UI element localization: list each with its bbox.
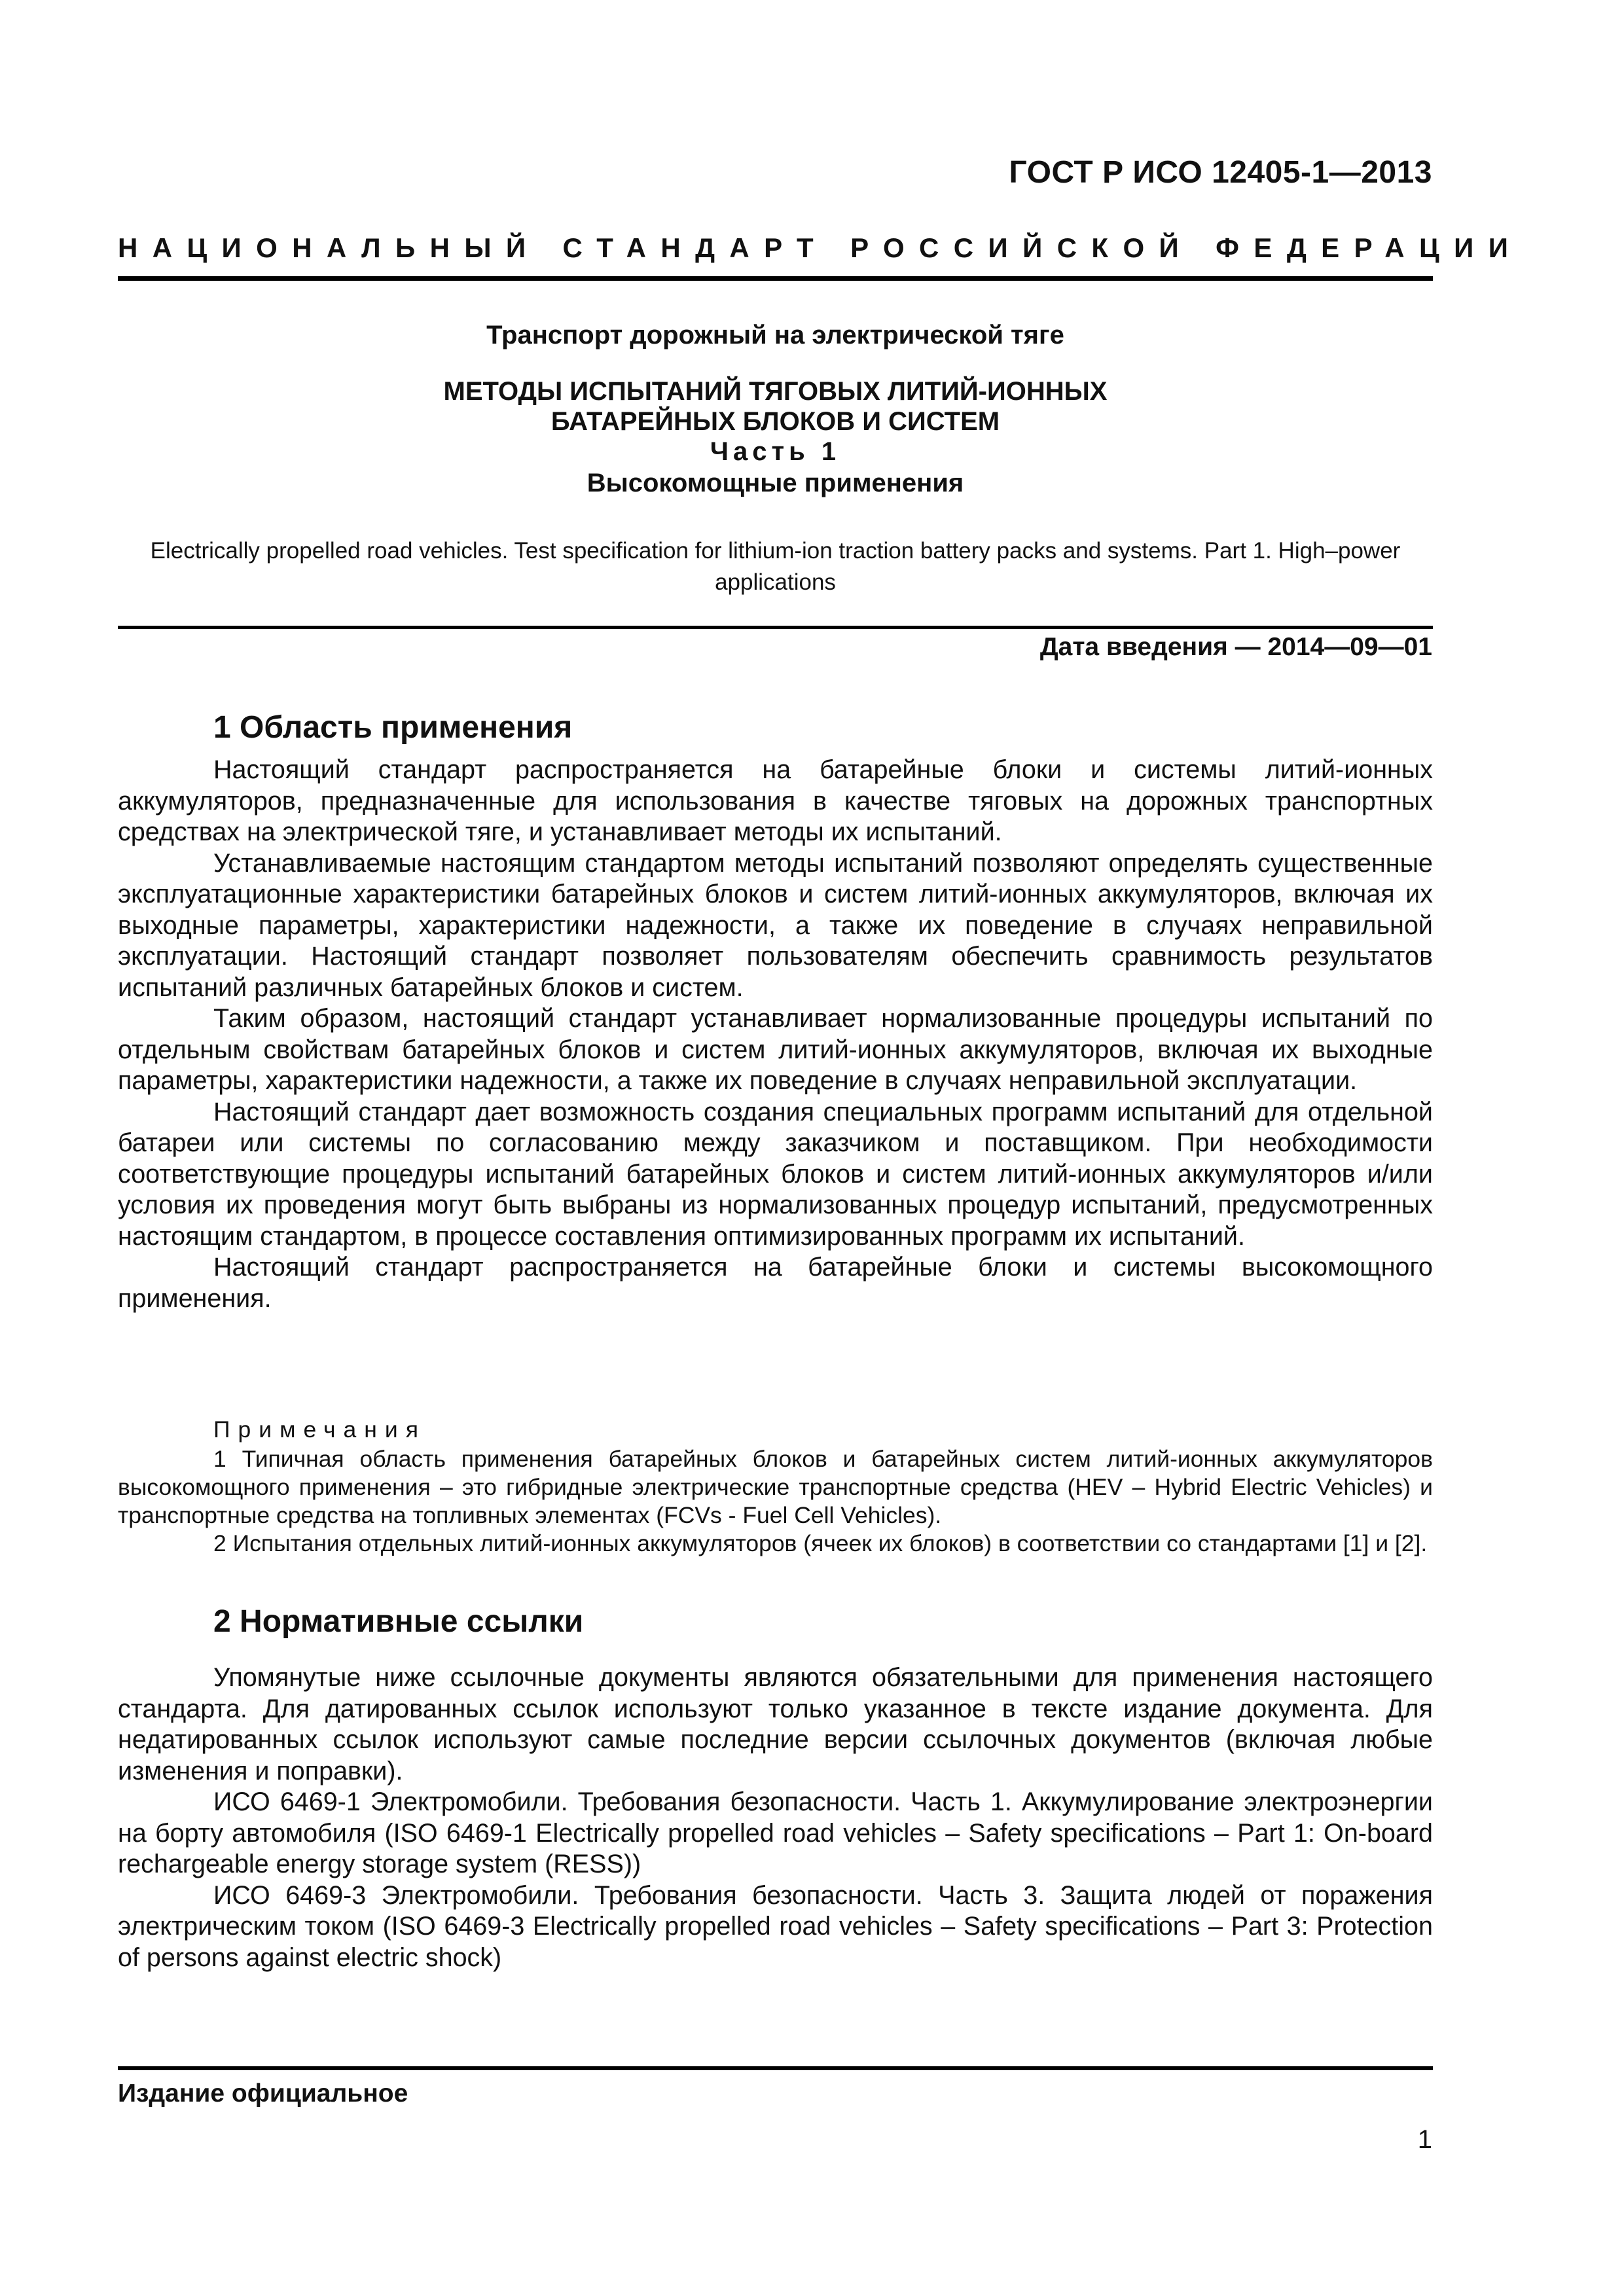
- paragraph: Таким образом, настоящий стандарт устанавливает нормализованные процедуры испытаний по отдельным свойствам батарейных блоков и систем литий-ионных аккумуляторов, включая их выходные параметры, характеристики надежности, а также их поведение в случаях неправильной эксплуатации.: [118, 1004, 1433, 1095]
- paragraph: Устанавливаемые настоящим стандартом методы испытаний позволяют определять существенные эксплуатационные характеристики батарейных блоков и систем литий-ионных аккумуляторов, включая их выходные параметры, характеристики надежности, а также их поведение в случаях неправильной эксплуатации. Настоящий стандарт позволяет пользователям обеспечить сравнимость результатов испытаний различных батарейных блоков и систем.: [118, 848, 1433, 1002]
- section-1-heading: 1 Область применения: [213, 710, 573, 745]
- title-subject: Транспорт дорожный на электрической тяге: [486, 321, 1064, 350]
- english-title: Electrically propelled road vehicles. Test specification for lithium-ion traction battery packs and systems. Part 1. High–power applications: [150, 538, 1401, 595]
- title-main-line-1: МЕТОДЫ ИСПЫТАНИЙ ТЯГОВЫХ ЛИТИЙ-ИОННЫХ: [443, 377, 1108, 406]
- paragraph: Настоящий стандарт распространяется на батарейные блоки и системы литий-ионных аккумуляторов, предназначенные для использования в качестве тяговых на дорожных транспортных средствах на электрической тяге, и устанавливает методы их испытаний.: [118, 755, 1433, 846]
- introduction-date: Дата введения — 2014—09—01: [1039, 633, 1432, 661]
- title-block: [118, 319, 1433, 499]
- page-number: 1: [1417, 2125, 1432, 2154]
- title-divider: [118, 626, 1433, 629]
- title-main-line-2: БАТАРЕЙНЫХ БЛОКОВ И СИСТЕМ: [550, 407, 1000, 436]
- official-edition-label: Издание официальное: [118, 2079, 408, 2108]
- standard-designation: ГОСТ Р ИСО 12405-1—2013: [1009, 155, 1432, 190]
- reference-item: ИСО 6469-1 Электромобили. Требования безопасности. Часть 1. Аккумулирование электроэнергии на борту автомобиля (ISO 6469-1 Electrically propelled road vehicles – Safety specifications – Part 1: On-board rechargeable energy storage system (RESS)): [118, 1787, 1433, 1878]
- title-application: Высокомощные применения: [586, 469, 964, 497]
- notes-heading: Примечания: [213, 1416, 426, 1443]
- national-standard-banner: НАЦИОНАЛЬНЫЙ СТАНДАРТ РОССИЙСКОЙ ФЕДЕРАЦИИ: [118, 232, 1523, 263]
- header-divider: [118, 276, 1433, 281]
- footer-divider: [118, 2066, 1433, 2070]
- note-item: 1 Типичная область применения батарейных блоков и батарейных систем литий-ионных аккумуляторов высокомощного применения – это гибридные электрические транспортные средства (HEV – Hybrid Electric Vehicles) и транспортные средства на топливных элементах (FCVs - Fuel Cell Vehicles).: [118, 1446, 1433, 1528]
- section-2-heading: 2 Нормативные ссылки: [213, 1604, 584, 1639]
- paragraph: Упомянутые ниже ссылочные документы являются обязательными для применения настоящего стандарта. Для датированных ссылок используют только указанное в тексте издание документа. Для недатированных ссылок используют самые последние версии ссылочных документов (включая любые изменения и поправки).: [118, 1663, 1433, 1785]
- notes-block: [118, 1416, 1433, 1558]
- paragraph: Настоящий стандарт распространяется на батарейные блоки и системы высокомощного применения.: [118, 1253, 1433, 1313]
- note-item: 2 Испытания отдельных литий-ионных аккумуляторов (ячеек их блоков) в соответствии со стандартами [1] и [2].: [213, 1530, 1428, 1556]
- paragraph: Настоящий стандарт дает возможность создания специальных программ испытаний для отдельной батареи или системы по согласованию между заказчиком и поставщиком. При необходимости соответствующие процедуры испытаний батарейных блоков и систем литий-ионных аккумуляторов и/или условия их проведения могут быть выбраны из нормализованных процедур испытаний, предусмотренных настоящим стандартом, в процессе составления оптимизированных программ их испытаний.: [118, 1097, 1433, 1251]
- reference-item: ИСО 6469-3 Электромобили. Требования безопасности. Часть 3. Защита людей от поражения электрическим током (ISO 6469-3 Electrically propelled road vehicles – Safety specifications – Part 3: Protection of persons against electric shock): [118, 1880, 1433, 1972]
- section-2-body: [118, 1662, 1433, 1973]
- title-part: Часть 1: [710, 437, 841, 466]
- section-1-body: [118, 755, 1433, 1314]
